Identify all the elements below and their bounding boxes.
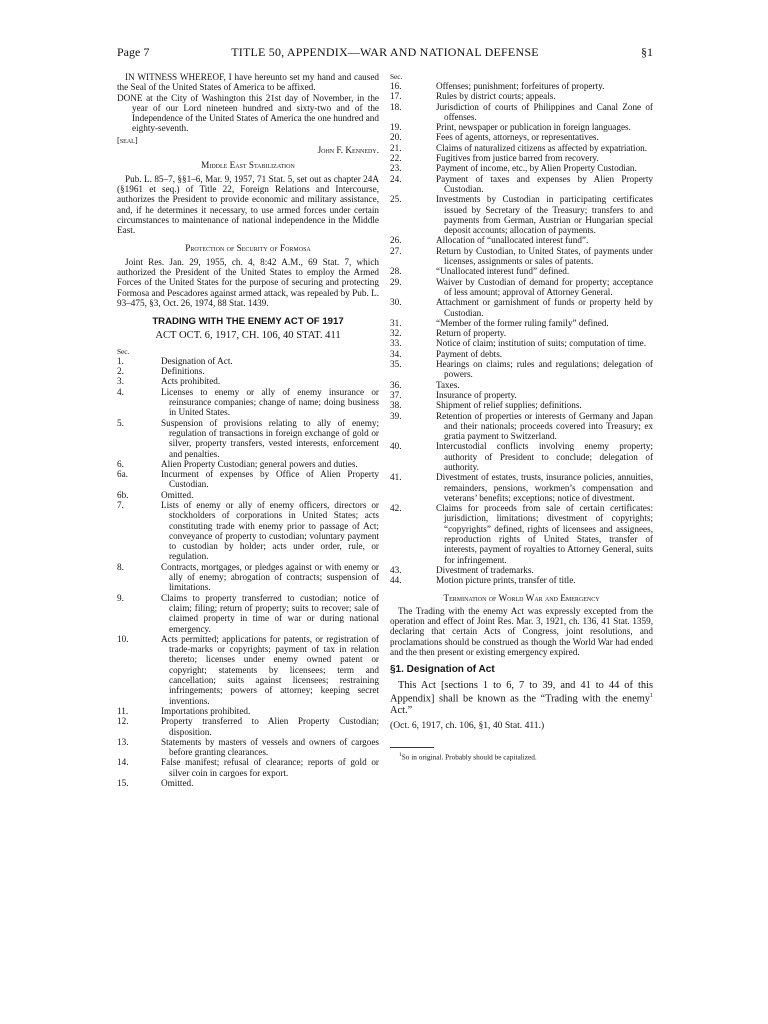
section-number: 36. (390, 379, 402, 390)
section-number: 4. (117, 386, 124, 397)
section-title: Attachment or garnishment of funds or property held by Custodian. (436, 297, 653, 318)
section-title: Incurment of expenses by Office of Alien Property Custodian. (161, 469, 379, 490)
section-number: 39. (390, 410, 402, 421)
section-number: 5. (117, 417, 124, 428)
right-column (390, 72, 653, 762)
section-number: 32. (390, 328, 402, 339)
section-title: Payment of income, etc., by Alien Property Custodian. (436, 163, 637, 174)
section-title: Return of property. (436, 328, 507, 339)
sec-label: Sec. (390, 72, 403, 81)
termination-heading: Termination of World War and Emergency (443, 592, 600, 603)
formosa-paragraph: Joint Res. Jan. 29, 1955, ch. 4, 8:42 A.M., 69 Stat. 7, which authorized the President of the United States to employ the Armed Forces of the United States for the purpose of securing and protecting Formosa and Pescadores against armed attack, was repealed by Pub. L. 93–475, §3, Oct. 26, 1974, 88 Stat. 1439. (117, 256, 379, 308)
section-title: Payment of debts. (436, 348, 503, 359)
section-title: Retention of properties or interests of Germany and Japan and their nationals; proceeds covered into Treasury; ex gratia payment to Switzerland. (436, 410, 653, 442)
section-1-text: This Act [sections 1 to 6, 7 to 39, and 41 to 44 of this Appendix] shall be known as the “Trading with the enemy$^1$ Act.” (390, 679, 653, 717)
section-list-item (390, 575, 653, 585)
section-title: Jurisdiction of courts of Philippines and Canal Zone of offenses. (436, 101, 653, 122)
section-list-item (117, 469, 379, 490)
section-number: 27. (390, 245, 402, 256)
section-list-item (390, 81, 653, 91)
section-number: 6a. (117, 469, 128, 480)
section-list-item (390, 132, 653, 142)
section-list-item (117, 366, 379, 376)
section-list-item (390, 174, 653, 195)
section-number: 13. (117, 736, 129, 747)
section-title: Investments by Custodian in participating certificates issued by Secretary of the Treasury; transfers to and payments from German, Austrian or Hungarian special deposit accounts; allocation of payments. (436, 194, 653, 236)
section-title: Motion picture prints, transfer of title. (436, 575, 576, 586)
section-title: Print, newspaper or publication in foreign languages. (436, 122, 631, 133)
witness-paragraph: IN WITNESS WHEREOF, I have hereunto set my hand and caused the Seal of the United States of America to be affixed. (117, 72, 379, 93)
section-title: Acts prohibited. (161, 376, 221, 387)
section-list-item (390, 338, 653, 348)
section-list-item (117, 634, 379, 706)
section-number: 19. (390, 122, 402, 133)
section-number: 31. (390, 317, 402, 328)
section-number: 6b. (117, 489, 129, 500)
section-number: 6. (117, 458, 124, 469)
section-title: “Member of the former ruling family” defined. (436, 317, 609, 328)
section-list-item (117, 706, 379, 716)
section-title: Fees of agents, attorneys, or representatives. (436, 132, 599, 143)
section-list-item (117, 418, 379, 459)
section-number: 44. (390, 575, 402, 586)
section-list-item (117, 778, 379, 788)
section-number: 14. (117, 757, 129, 768)
section-list-item (117, 737, 379, 758)
section-number: 15. (117, 778, 129, 788)
section-list-item (117, 376, 379, 386)
section-list-item (390, 400, 653, 410)
section-title: Offenses; punishment; forfeitures of property. (436, 81, 605, 91)
section-title: Notice of claim; institution of suits; computation of time. (436, 338, 647, 349)
section-list-item (390, 503, 653, 565)
section-list-item (390, 411, 653, 442)
section-list-item (390, 318, 653, 328)
section-number: 11. (117, 705, 129, 716)
section-number: 30. (390, 297, 402, 308)
footnote: $^1$So in original. Probably should be capitalized. (399, 752, 537, 762)
section-number: 17. (390, 91, 402, 102)
section-title: Rules by district courts; appeals. (436, 91, 556, 102)
section-title: Insurance of property. (436, 389, 517, 400)
section-number: 18. (390, 101, 402, 112)
section-list-item (117, 490, 379, 500)
mideast-heading: Middle East Stabilization (201, 160, 295, 171)
section-list-item (117, 593, 379, 634)
section-title: Definitions. (161, 366, 205, 377)
section-title: Statements by masters of vessels and owners of cargoes before granting clearances. (161, 736, 379, 758)
section-list (390, 81, 653, 586)
section-title: Omitted. (161, 489, 194, 500)
section-title: False manifest; refusal of clearance; reports of gold or silver coin in cargoes for export. (161, 757, 379, 778)
section-number: 34. (390, 348, 402, 359)
section-title: Shipment of relief supplies; definitions. (436, 400, 582, 411)
footnote-ref: 1 (650, 693, 653, 700)
section-number: 26. (390, 235, 402, 246)
section-list-item (117, 387, 379, 418)
section-number: 38. (390, 400, 402, 411)
section-list-item (390, 441, 653, 472)
section-title: Claims to property transferred to custodian; notice of claim; filing; return of property; suits to recover; sale of claimed property in time of war or during national emergency. (161, 592, 379, 634)
section-title: Importations prohibited. (161, 705, 251, 716)
running-title: TITLE 50, APPENDIX—WAR AND NATIONAL DEFENSE (231, 45, 539, 59)
section-number: 3. (117, 376, 124, 387)
section-title: Claims for proceeds from sale of certain certificates: jurisdiction, limitations; divestment of copyrights; “copyrights” defined, rights of licensees and assignees, reproduction rights of United States, transfer of interests, payment of royalties to Attorney General, suits for infringement. (436, 503, 653, 565)
section-list-item (390, 328, 653, 338)
section-number: 1. (117, 355, 124, 366)
section-number: 20. (390, 132, 402, 143)
section-list-item (390, 565, 653, 575)
section-title: Divestment of trademarks. (436, 564, 534, 575)
section-number: 7. (117, 499, 124, 510)
section-number: 22. (390, 153, 402, 164)
section-number: 35. (390, 359, 402, 370)
section-title: Hearings on claims; rules and regulations; delegation of powers. (436, 359, 653, 380)
section-number: 12. (117, 716, 129, 727)
section-list-item (390, 266, 653, 276)
section-title: Claims of naturalized citizens as affected by expatriation. (436, 142, 648, 153)
section-number: 28. (390, 266, 402, 277)
section-list-item (390, 380, 653, 390)
section-list-item (390, 472, 653, 503)
section-list-item (390, 277, 653, 298)
section-number: 43. (390, 564, 402, 575)
section-title: Contracts, mortgages, or pledges against or with enemy or ally of enemy; abrogation of contracts; suspension of limitations. (161, 561, 379, 593)
section-title: “Unallocated interest fund” defined. (436, 266, 570, 277)
section-list (117, 356, 379, 788)
section-list-item (390, 102, 653, 123)
seal-label: [seal] (117, 134, 138, 145)
section-list-item (390, 235, 653, 245)
section-number: 37. (390, 389, 402, 400)
section-number: 41. (390, 472, 402, 483)
section-title: Suspension of provisions relating to ally of enemy; regulation of transactions in foreign exchange of gold or silver, property transfers, vested interests, enforcement and penalties. (161, 417, 379, 459)
section-1-note: (Oct. 6, 1917, ch. 106, §1, 40 Stat. 411.) (390, 719, 545, 731)
section-list-item (390, 163, 653, 173)
section-list-item (390, 297, 653, 318)
section-number: 29. (390, 276, 402, 287)
section-list-item (117, 757, 379, 778)
section-number: 10. (117, 633, 129, 644)
section-list-item (117, 562, 379, 593)
section-number: 25. (390, 194, 402, 205)
section-1-heading: §1. Designation of Act (390, 664, 495, 676)
section-list-item (390, 122, 653, 132)
left-column (117, 72, 379, 788)
formosa-heading: Protection of Security of Formosa (185, 243, 311, 254)
section-list-item (117, 500, 379, 562)
section-marker: §1 (641, 45, 653, 59)
section-number: 23. (390, 163, 402, 174)
section-number: 16. (390, 81, 402, 91)
section-title: Acts permitted; applications for patents, or registration of trade-marks or copyrights; payment of tax in relation thereto; licenses under enemy owned patent or copyright; statements by licensees; term and cancellation; suits against licensees; restraining infringements; powers of attorney; keeping secret inventions. (161, 633, 379, 706)
section-title: Property transferred to Alien Property Custodian; disposition. (161, 716, 379, 737)
mideast-paragraph: Pub. L. 85–7, §§1–6, Mar. 9, 1957, 71 Stat. 5, set out as chapter 24A (§1961 et seq.) of Title 22, Foreign Relations and Intercourse, authorizes the President to provide economic and military assistance, and, if he determines it necessary, to use armed forces under certain circumstances to maintenance of national independence in the Middle East. (117, 173, 379, 236)
section-list-item (390, 390, 653, 400)
section-list-item (117, 356, 379, 366)
section-list-item (117, 459, 379, 469)
section-title: Allocation of “unallocated interest fund”. (436, 235, 589, 246)
termination-paragraph: The Trading with the enemy Act was expressly excepted from the operation and effect of Joint Res. Mar. 3, 1921, ch. 136, 41 Stat. 1359, declaring that certain Acts of Congress, joint resolutions, and proclamations should be construed as though the World War had ended and the then present or existing emergency expired. (390, 605, 653, 658)
section-title: Omitted. (161, 778, 194, 788)
sec-label: Sec. (117, 346, 130, 356)
section-title: Return by Custodian, to United States, of payments under licenses, assignments or sales of patents. (436, 245, 653, 267)
section-title: Intercustodial conflicts involving enemy property; authority of President to conclude; delegation of authority. (436, 441, 653, 472)
running-header (117, 44, 653, 60)
section-list-item (117, 716, 379, 737)
section-title: Taxes. (436, 379, 460, 390)
section-list-item (390, 194, 653, 235)
section-title: Payment of taxes and expenses by Alien Property Custodian. (436, 173, 653, 194)
act-citation: ACT OCT. 6, 1917, CH. 106, 40 STAT. 411 (155, 329, 341, 341)
section-title: Alien Property Custodian; general powers and duties. (161, 458, 358, 469)
section-list-item (390, 143, 653, 153)
section-title: Divestment of estates, trusts, insurance policies, annuities, remainders, pensions, workmen’s compensation and veterans’ benefits; exceptions; notice of divestment. (436, 472, 653, 503)
section-list-item (390, 246, 653, 267)
section-list-item (390, 359, 653, 380)
section-title: Fugitives from justice barred from recovery. (436, 153, 599, 164)
section-number: 33. (390, 338, 402, 349)
section-title: Licenses to enemy or ally of enemy insurance or reinsurance companies; change of name; doing business in United States. (161, 386, 379, 418)
section-list-item (390, 153, 653, 163)
section-number: 2. (117, 366, 124, 377)
section-title: Designation of Act. (161, 355, 233, 366)
section-number: 21. (390, 142, 402, 153)
page-number: Page 7 (117, 45, 150, 59)
section-title: Lists of enemy or ally of enemy officers, directors or stockholders of corporations in United States; acts constituting trade with enemy prior to passage of Act; conveyance of property to custodian; voluntary payment to custodian by holder; acts under order, rule, or regulation. (161, 499, 379, 562)
section-number: 24. (390, 173, 402, 184)
act-heading: TRADING WITH THE ENEMY ACT OF 1917 (152, 316, 344, 328)
section-list-item (390, 91, 653, 101)
section-list-item (390, 349, 653, 359)
section-number: 40. (390, 441, 402, 452)
footnote-divider (390, 747, 434, 748)
signature: John F. Kennedy. (317, 145, 379, 156)
section-number: 42. (390, 503, 402, 514)
section-number: 8. (117, 561, 124, 572)
done-paragraph: DONE at the City of Washington this 21st day of November, in the year of our Lord nineteen hundred and sixty-two and of the Independence of the United States of America the one hundred and eighty-seventh. (117, 92, 379, 134)
section-title: Waiver by Custodian of demand for property; acceptance of less amount; approval of Attorney General. (436, 276, 653, 297)
section-number: 9. (117, 592, 124, 603)
